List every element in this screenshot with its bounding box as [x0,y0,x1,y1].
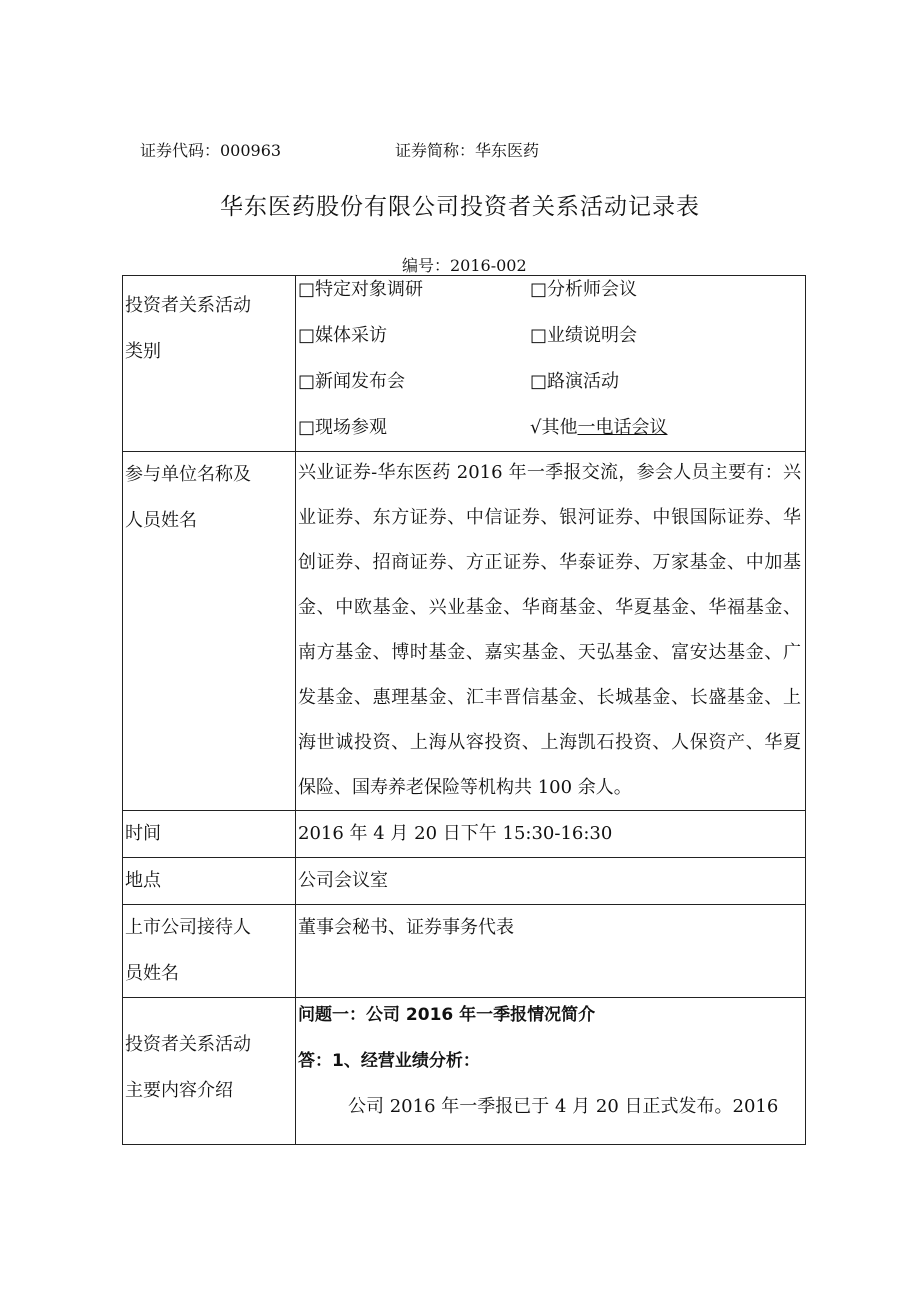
time-cell [296,811,806,858]
checkbox-icon: □ [530,279,548,300]
checkbox-icon: □ [530,371,548,392]
checkbox-icon: □ [298,371,316,392]
participants-label-line1: 参与单位名称及 [125,464,251,485]
option-other[interactable]: √其他一电话会议 [530,417,668,438]
question-heading: 问题一：公司 2016 年一季报情况简介 [298,1005,596,1025]
category-label-line2: 类别 [125,341,161,362]
receptionist-label-cell [123,905,296,998]
other-detail: 一电话会议 [577,417,668,438]
row-activity-category [123,276,806,452]
receptionist-label-line1: 上市公司接待人 [125,917,251,938]
option-analyst-meeting[interactable]: □分析师会议 [530,279,638,300]
option-roadshow[interactable]: □路演活动 [530,371,620,392]
main-body-text: 公司 2016 年一季报已于 4 月 20 日正式发布。2016 [348,1096,779,1117]
main-content-cell [296,998,806,1145]
place-cell [296,858,806,905]
row-time [123,811,806,858]
option-specific-research[interactable]: □特定对象调研 [298,279,424,300]
main-label-line2: 主要内容介绍 [125,1080,233,1101]
checkbox-icon: □ [298,279,316,300]
serial-number: 编号：2016-002 [402,256,527,275]
place-label-cell [123,858,296,905]
row-receptionist [123,905,806,998]
time-label-cell [123,811,296,858]
option-press-conference[interactable]: □新闻发布会 [298,371,406,392]
row-place [123,858,806,905]
row-participants [123,452,806,811]
answer-heading: 答：1、经营业绩分析： [298,1051,480,1071]
participants-text: 兴业证券-华东医药 2016 年一季报交流，参会人员主要有：兴业证券、东方证券、中信证券、银河证券、中银国际证券、华创证券、招商证券、方正证券、华泰证券、万家基金、中加基金、中欧基金、兴业基金、华商基金、华夏基金、华福基金、南方基金、博时基金、嘉实基金、天弘基金、富安达基金、广发基金、惠理基金、汇丰晋信基金、长城基金、长盛基金、上海世诚投资、上海从容投资、上海凯石投资、人保资产、华夏保险、国寿养老保险等机构共 100 余人。 [298,462,801,798]
checkbox-icon: □ [298,325,316,346]
place-value: 公司会议室 [298,870,388,891]
option-media-interview[interactable]: □媒体采访 [298,325,388,346]
time-value: 2016 年 4 月 20 日下午 15:30-16:30 [298,823,613,844]
category-options-cell [296,276,806,452]
participants-label-cell [123,452,296,811]
main-label-cell [123,998,296,1145]
record-table [122,275,806,1145]
participants-label-line2: 人员姓名 [125,510,197,531]
category-label-cell [123,276,296,452]
row-main-content [123,998,806,1145]
receptionist-value: 董事会秘书、证券事务代表 [298,917,514,938]
checkmark-icon: √ [530,417,542,438]
time-label: 时间 [125,823,161,844]
participants-cell [296,452,806,811]
category-label-line1: 投资者关系活动 [125,295,251,316]
option-earnings-briefing[interactable]: □业绩说明会 [530,325,638,346]
page-title: 华东医药股份有限公司投资者关系活动记录表 [220,194,700,220]
security-abbreviation: 证券简称：华东医药 [395,141,540,160]
option-site-visit[interactable]: □现场参观 [298,417,388,438]
checkbox-icon: □ [298,417,316,438]
receptionist-label-line2: 员姓名 [125,963,179,984]
place-label: 地点 [125,870,161,891]
receptionist-cell [296,905,806,998]
security-code: 证券代码：000963 [140,141,282,160]
main-label-line1: 投资者关系活动 [125,1034,251,1055]
checkbox-icon: □ [530,325,548,346]
